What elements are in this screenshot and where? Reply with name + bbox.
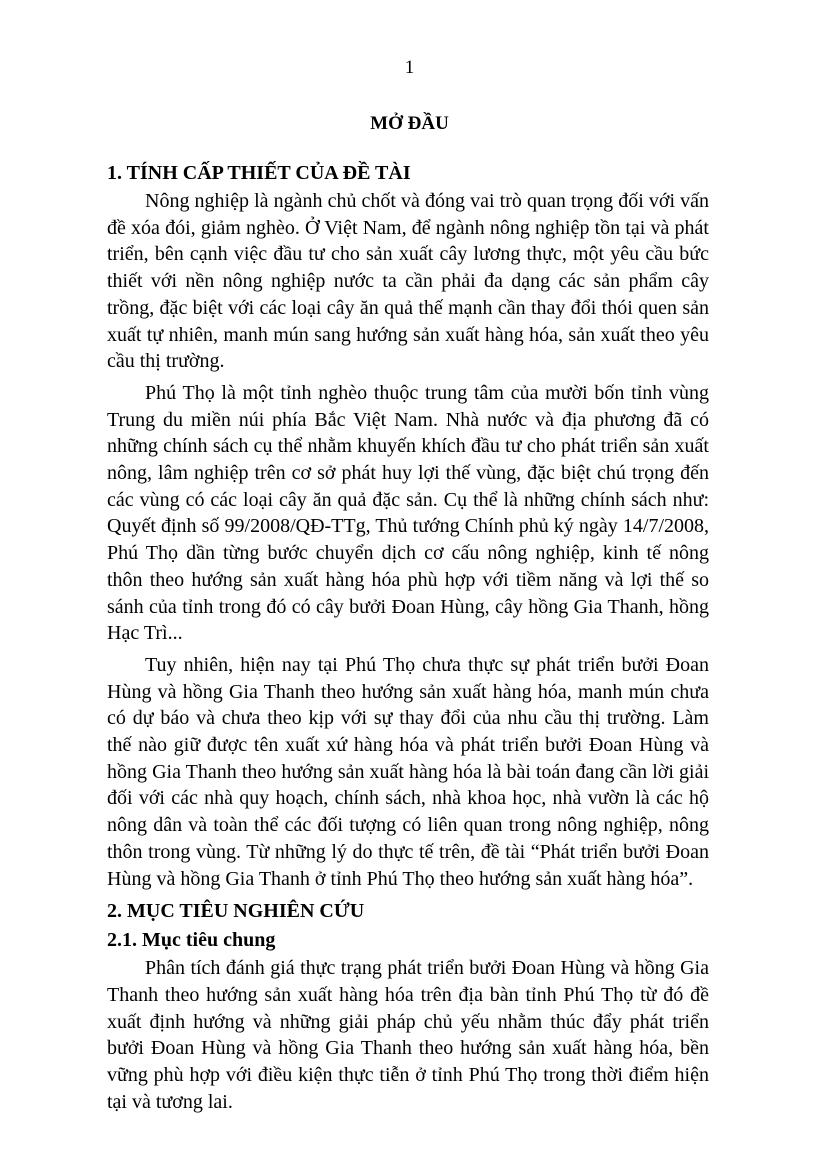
document-body <box>107 159 709 1121</box>
section-1-paragraph-3: Tuy nhiên, hiện nay tại Phú Thọ chưa thực sự phát triển bưởi Đoan Hùng và hồng Gia Thanh theo hướng sản xuất hàng hóa, manh mún chưa có dự báo và chưa theo kịp với sự thay đổi của nhu cầu thị trường. Làm thế nào giữ được tên xuất xứ hàng hóa và phát triển bưởi Đoan Hùng và hồng Gia Thanh theo hướng sản xuất hàng hóa là bài toán đang cần lời giải đối với các nhà quy hoạch, chính sách, nhà khoa học, nhà vườn là các hộ nông dân và toàn thể các đối tượng có liên quan trong nông nghiệp, nông thôn trong vùng. Từ những lý do thực tế trên, đề tài “Phát triển bưởi Đoan Hùng và hồng Gia Thanh ở tỉnh Phú Thọ theo hướng sản xuất hàng hóa”. <box>107 653 709 890</box>
section-1-heading: 1. TÍNH CẤP THIẾT CỦA ĐỀ TÀI <box>107 162 411 184</box>
section-2-1-heading: 2.1. Mục tiêu chung <box>107 929 276 952</box>
document-title: MỞ ĐẦU <box>370 113 449 134</box>
section-2-heading: 2. MỤC TIÊU NGHIÊN CỨU <box>107 900 365 923</box>
page-number: 1 <box>404 57 415 78</box>
section-1-paragraph-2: Phú Thọ là một tỉnh nghèo thuộc trung tâm của mười bốn tỉnh vùng Trung du miền núi phía Bắc Việt Nam. Nhà nước và địa phương đã có những chính sách cụ thể nhằm khuyến khích đầu tư cho phát triển sản xuất nông, lâm nghiệp trên cơ sở phát huy lợi thế vùng, đặc biệt chú trọng đến các vùng có các loại cây ăn quả đặc sản. Cụ thể là những chính sách như: Quyết định số 99/2008/QĐ-TTg, Thủ tướng Chính phủ ký ngày 14/7/2008, Phú Thọ dần từng bước chuyển dịch cơ cấu nông nghiệp, kinh tế nông thôn theo hướng sản xuất hàng hóa phù hợp với tiềm năng và lợi thế so sánh của tỉnh trong đó có cây bưởi Đoan Hùng, cây hồng Gia Thanh, hồng Hạc Trì... <box>107 381 709 645</box>
section-1-paragraph-1: Nông nghiệp là ngành chủ chốt và đóng vai trò quan trọng đối với vấn đề xóa đói, giảm nghèo. Ở Việt Nam, để ngành nông nghiệp tồn tại và phát triển, bên cạnh việc đầu tư cho sản xuất cây lương thực, một yêu cầu bức thiết với nền nông nghiệp nước ta cần phải đa dạng các sản phẩm cây trồng, đặc biệt với các loại cây ăn quả thế mạnh cần thay đổi thói quen sản xuất tự nhiên, manh mún sang hướng sản xuất hàng hóa, sản xuất theo yêu cầu thị trường. <box>107 190 709 373</box>
section-2-1-paragraph-1: Phân tích đánh giá thực trạng phát triển bưởi Đoan Hùng và hồng Gia Thanh theo hướng sản xuất hàng hóa trên địa bàn tỉnh Phú Thọ từ đó đề xuất định hướng và những giải pháp chủ yếu nhằm thúc đẩy phát triển bưởi Đoan Hùng và hồng Gia Thanh theo hướng sản xuất hàng hóa, bền vững phù hợp với điều kiện thực tiễn ở tỉnh Phú Thọ trong thời điểm hiện tại và tương lai. <box>107 957 709 1113</box>
